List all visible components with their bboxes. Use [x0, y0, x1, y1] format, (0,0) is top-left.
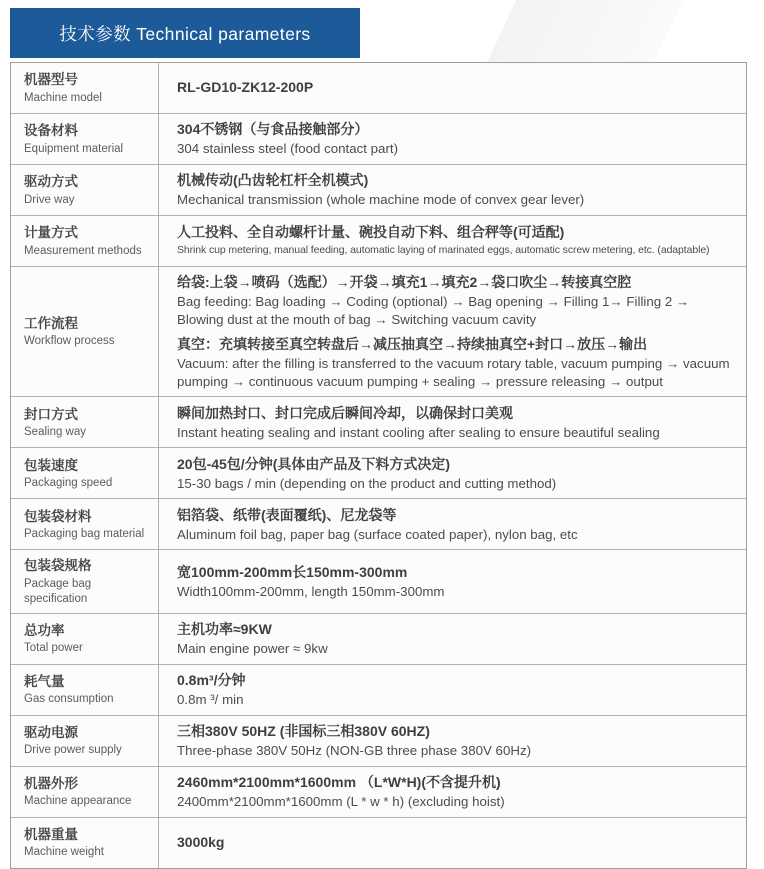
param-label-cell	[11, 397, 159, 447]
param-value-line: 机械传动(凸齿轮杠杆全机模式)	[177, 172, 369, 189]
param-label-cell	[11, 818, 159, 868]
param-value-line: Width100mm-200mm, length 150mm-300mm	[177, 583, 445, 599]
param-value-line: 304不锈钢（与食品接触部分）	[177, 121, 369, 138]
param-label-cell	[11, 216, 159, 266]
param-label-zh: 包装速度	[24, 457, 78, 473]
param-label-zh: 驱动电源	[24, 724, 78, 740]
param-value-line: Three-phase 380V 50Hz (NON-GB three phase 380V 60Hz)	[177, 742, 532, 758]
param-value-line: 2400mm*2100mm*1600mm (L * w * h) (excluding hoist)	[177, 793, 505, 809]
param-label-en: Machine model	[24, 91, 102, 104]
param-value-cell	[159, 63, 746, 113]
param-value-cell	[159, 499, 746, 549]
param-label-zh: 总功率	[24, 622, 65, 638]
param-value-cell	[159, 216, 746, 266]
param-value-line: 304 stainless steel (food contact part)	[177, 141, 398, 157]
param-value-line: 瞬间加热封口、封口完成后瞬间冷却，以确保封口美观	[177, 404, 513, 421]
param-label-zh: 机器重量	[24, 826, 78, 842]
param-label-en: Machine appearance	[24, 795, 132, 808]
param-label-en: Workflow process	[24, 335, 115, 348]
param-label-en: Drive way	[24, 193, 75, 206]
param-value-line: 真空：充填转接至真空转盘后→减压抽真空→持续抽真空+封口→放压→输出	[177, 336, 648, 353]
param-value-cell	[159, 165, 746, 215]
param-label-zh: 计量方式	[24, 225, 78, 241]
table-row	[11, 716, 746, 767]
section-header	[10, 8, 360, 58]
param-label-zh: 机器外形	[24, 775, 78, 791]
param-label-cell	[11, 63, 159, 113]
param-label-zh: 工作流程	[24, 316, 78, 332]
param-value-line: RL-GD10-ZK12-200P	[177, 79, 314, 96]
param-label-zh: 设备材料	[24, 123, 78, 139]
table-row	[11, 818, 746, 868]
param-label-zh: 耗气量	[24, 673, 65, 689]
param-label-en: Total power	[24, 642, 83, 655]
param-value-line: 3000kg	[177, 833, 225, 850]
param-label-en: Packaging speed	[24, 477, 113, 490]
param-value-cell	[159, 716, 746, 766]
param-value-line: 主机功率≈9KW	[177, 620, 272, 637]
param-value-cell	[159, 614, 746, 664]
param-value-line: 20包-45包/分钟(具体由产品及下料方式决定)	[177, 455, 451, 472]
table-row	[11, 499, 746, 550]
param-value-cell	[159, 818, 746, 868]
param-label-cell	[11, 114, 159, 164]
param-value-line: Shrink cup metering, manual feeding, automatic laying of marinated eggs, automatic screw metering, etc. (adaptable)	[177, 244, 710, 257]
param-label-cell	[11, 614, 159, 664]
param-label-en: Packaging bag material	[24, 528, 145, 541]
param-value-line: Main engine power ≈ 9kw	[177, 640, 328, 656]
param-label-en: Package bag specification	[24, 577, 92, 605]
param-label-zh: 机器型号	[24, 72, 78, 88]
param-label-cell	[11, 716, 159, 766]
param-value-line: 给袋:上袋→喷码（选配）→开袋→填充1→填充2→袋口吹尘→转接真空腔	[177, 274, 632, 290]
param-value-line: Vacuum: after the filling is transferred to the vacuum rotary table, vacuum pumping → vacuum pumping → continuous vacuum pumping + sealing → pressure releasing → output	[177, 356, 730, 389]
param-label-en: Machine weight	[24, 846, 104, 859]
table-row	[11, 448, 746, 499]
param-value-line: 0.8m ³/ min	[177, 691, 244, 707]
table-row	[11, 267, 746, 397]
param-label-en: Sealing way	[24, 426, 87, 439]
param-value-line: 宽100mm-200mm长150mm-300mm	[177, 563, 408, 580]
param-value-line: Aluminum foil bag, paper bag (surface coated paper), nylon bag, etc	[177, 526, 578, 542]
table-row	[11, 767, 746, 818]
param-label-zh: 包装袋规格	[24, 558, 92, 574]
param-value-cell	[159, 665, 746, 715]
param-value-cell	[159, 767, 746, 817]
param-value-line: Instant heating sealing and instant cooling after sealing to ensure beautiful sealing	[177, 424, 660, 440]
param-value-line: 0.8m³/分钟	[177, 671, 246, 688]
param-label-en: Measurement methods	[24, 244, 142, 257]
param-value-cell	[159, 550, 746, 612]
param-label-zh: 驱动方式	[24, 174, 78, 190]
param-value-line: 铝箔袋、纸带(表面覆纸)、尼龙袋等	[177, 506, 397, 523]
param-label-cell	[11, 448, 159, 498]
param-label-cell	[11, 550, 159, 612]
param-label-cell	[11, 767, 159, 817]
table-row	[11, 614, 746, 665]
param-label-cell	[11, 267, 159, 396]
table-row	[11, 216, 746, 267]
param-value-cell	[159, 397, 746, 447]
param-value-line: 人工投料、全自动螺杆计量、碗投自动下料、组合秤等(可适配)	[177, 224, 565, 241]
param-value-line: Bag feeding: Bag loading → Coding (optional) → Bag opening → Filling 1→ Filling 2 → Blowing dust at the mouth of bag → Switching vacuum cavity	[177, 293, 690, 327]
param-label-en: Drive power supply	[24, 744, 122, 757]
param-label-cell	[11, 499, 159, 549]
parameters-table	[10, 62, 747, 869]
table-row	[11, 397, 746, 448]
param-label-zh: 包装袋材料	[24, 508, 92, 524]
param-label-zh: 封口方式	[24, 406, 78, 422]
table-row	[11, 63, 746, 114]
param-label-cell	[11, 665, 159, 715]
param-label-cell	[11, 165, 159, 215]
param-value-cell	[159, 267, 746, 396]
table-row	[11, 114, 746, 165]
table-row	[11, 665, 746, 716]
param-label-en: Equipment material	[24, 142, 124, 155]
param-value-line: 2460mm*2100mm*1600mm （L*W*H)(不含提升机)	[177, 773, 501, 790]
param-label-en: Gas consumption	[24, 693, 114, 706]
section-title: 技术参数 Technical parameters	[59, 23, 311, 44]
param-value-cell	[159, 114, 746, 164]
param-value-line: 三相380V 50HZ (非国标三相380V 60HZ)	[177, 722, 430, 739]
table-row	[11, 550, 746, 613]
param-value-cell	[159, 448, 746, 498]
table-row	[11, 165, 746, 216]
param-value-line: 15-30 bags / min (depending on the product and cutting method)	[177, 475, 557, 491]
param-value-line: Mechanical transmission (whole machine mode of convex gear lever)	[177, 192, 585, 208]
